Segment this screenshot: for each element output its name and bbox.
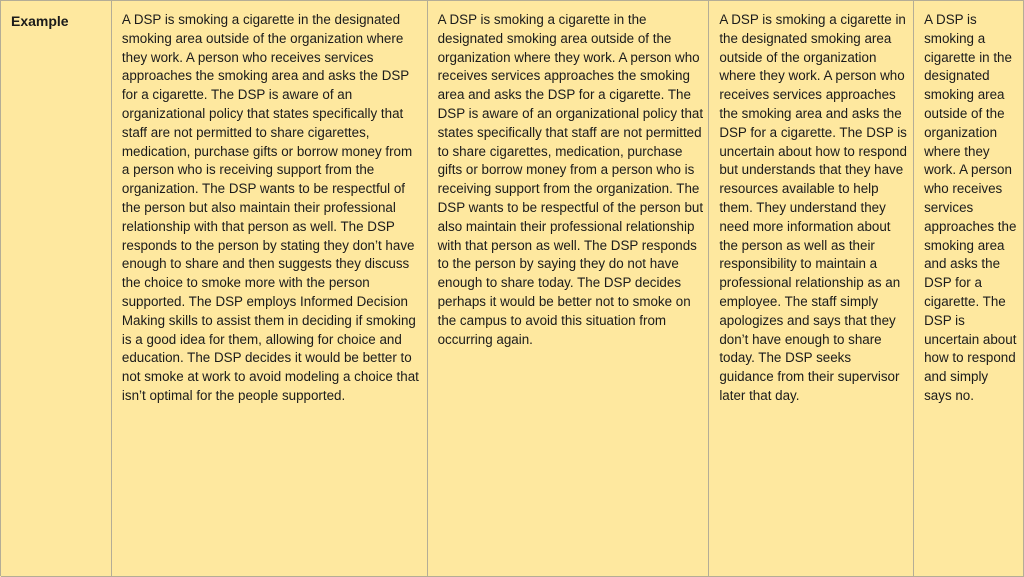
example-cell-4: [914, 1, 1024, 577]
example-cell-1: [112, 1, 428, 577]
example-text-1: A DSP is smoking a cigarette in the designated smoking area outside of the organization where they work. A person who receives services approaches the smoking area and asks the DSP for a cigarette. The DSP is aware of an organizational policy that states specifically that staff are not permitted to share cigarettes, medication, purchase gifts or borrow money from a person who is receiving support from the organization. The DSP wants to be respectful of the person but also maintain their professional relationship with that person as well. The DSP responds to the person by stating they don’t have enough to share and then suggests they discuss the choice to smoke more with the person supported. The DSP employs Informed Decision Making skills to assist them in deciding if smoking is a good idea for them, allowing for choice and education. The DSP decides it would be better to not smoke at work to avoid modeling a choice that isn’t optimal for the people supported.: [121, 12, 419, 403]
example-cell-3: [709, 1, 914, 577]
row-label: Example: [11, 13, 69, 29]
example-cell-2: [428, 1, 710, 577]
example-text-4: A DSP is smoking a cigarette in the designated smoking area outside of the organization where they work. A person who receives services approaches the smoking area and asks the DSP for a cigarette. The DSP is uncertain about how to respond and simply says no.: [924, 12, 1017, 403]
row-label-cell: [1, 1, 112, 577]
example-text-2: A DSP is smoking a cigarette in the designated smoking area outside of the organization where they work. A person who receives services approaches the smoking area and asks the DSP for a cigarette. The DSP is aware of an organizational policy that states specifically that staff are not permitted to share cigarettes, medication, purchase gifts or borrow money from a person who is receiving support from the organization. The DSP wants to be respectful of the person but also maintain their professional relationship with that person as well. The DSP responds to the person by saying they do not have enough to share today. The DSP decides perhaps it would be better not to smoke on the campus to avoid this situation from occurring again.: [437, 12, 704, 347]
example-text-3: A DSP is smoking a cigarette in the designated smoking area outside of the organization where they work. A person who receives services approaches the smoking area and asks the DSP for a cigarette. The DSP is uncertain about how to respond but understands that they have resources available to help them. They understand they need more information about the person as well as their responsibility to maintain a professional relationship as an employee. The staff simply apologizes and says that they don’t have enough to share today. The DSP seeks guidance from their supervisor later that day.: [719, 12, 907, 403]
